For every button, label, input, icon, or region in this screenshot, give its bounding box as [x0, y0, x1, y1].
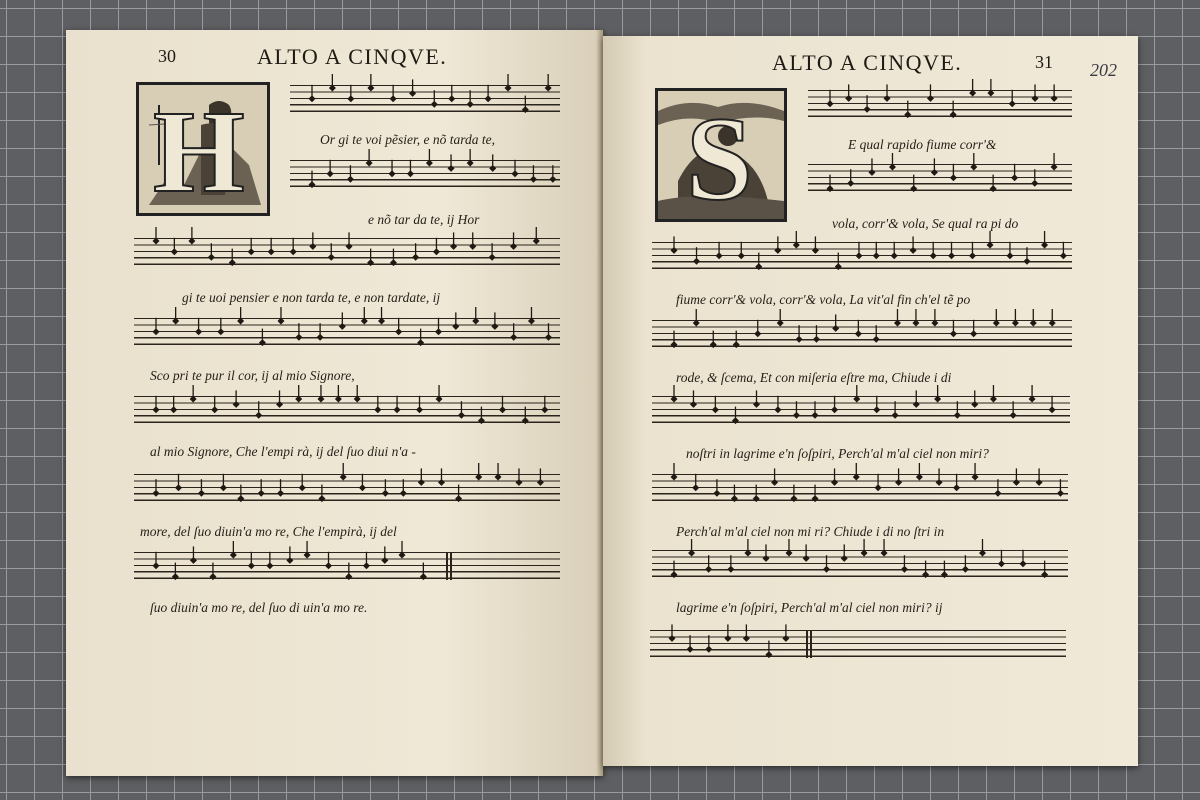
lyric-line: vola, corr'& vola, Se qual ra pi do	[832, 216, 1019, 231]
music-staff	[290, 160, 560, 188]
initial-letter: S	[686, 92, 753, 222]
music-staff	[652, 474, 1068, 502]
lyric-line: Perch'al m'al ciel non mi ri? Chiude i di no ſtri in	[676, 524, 945, 539]
music-staff	[134, 474, 560, 502]
music-staff	[652, 550, 1068, 578]
lyric-line: more, del ſuo diuin'a mo re, Che l'empirà, ij del	[140, 524, 397, 539]
lyric-line: E qual rapido fiume corr'&	[848, 137, 997, 152]
lyric-line: noſtri in lagrime e'n ſoſpiri, Perch'al m'al ciel non miri?	[686, 446, 989, 461]
final-barline	[806, 630, 808, 658]
lyric-line: ſuo diuin'a mo re, del ſuo di uin'a mo re.	[150, 600, 368, 615]
lyric-line: rode, & ſcema, Et con miſeria eſtre ma, Chiude i di	[676, 370, 952, 385]
music-staff	[652, 396, 1070, 424]
woodcut-initial-h	[136, 82, 270, 216]
right-page-number: 31	[1035, 52, 1053, 72]
left-page-number: 30	[158, 46, 176, 66]
music-staff	[650, 630, 1066, 658]
music-staff	[808, 90, 1072, 118]
right-page-header: ALTO A CINQVE.	[772, 50, 963, 75]
music-staff	[652, 242, 1072, 270]
handwritten-folio-note: 202	[1090, 60, 1117, 80]
music-staff	[134, 318, 560, 346]
lyric-line: al mio Signore, Che l'empi rà, ij del ſuo diui n'a -	[150, 444, 416, 459]
music-staff	[134, 552, 560, 580]
music-staff	[652, 320, 1072, 348]
lyric-line: lagrime e'n ſoſpiri, Perch'al m'al ciel non miri? ij	[676, 600, 943, 615]
lyric-line: gi te uoi pensier e non tarda te, e non tardate, ij	[182, 290, 441, 305]
lyric-line: Or gi te voi pẽsier, e nõ tarda te,	[320, 132, 495, 147]
lyric-line: Sco pri te pur il cor, ij al mio Signore,	[150, 368, 355, 383]
woodcut-initial-s	[655, 88, 787, 222]
final-barline	[810, 630, 812, 658]
lyric-line: e nõ tar da te, ij Hor	[368, 212, 480, 227]
music-staff	[808, 164, 1072, 192]
initial-letter: H	[153, 86, 245, 216]
left-page-header: ALTO A CINQVE.	[257, 44, 448, 69]
lyric-line: fiume corr'& vola, corr'& vola, La vit'al fin ch'el tẽ po	[676, 292, 971, 307]
music-staff	[290, 85, 560, 113]
final-barline	[450, 552, 452, 580]
music-staff	[134, 238, 560, 266]
music-staff	[134, 396, 560, 424]
final-barline	[446, 552, 448, 580]
